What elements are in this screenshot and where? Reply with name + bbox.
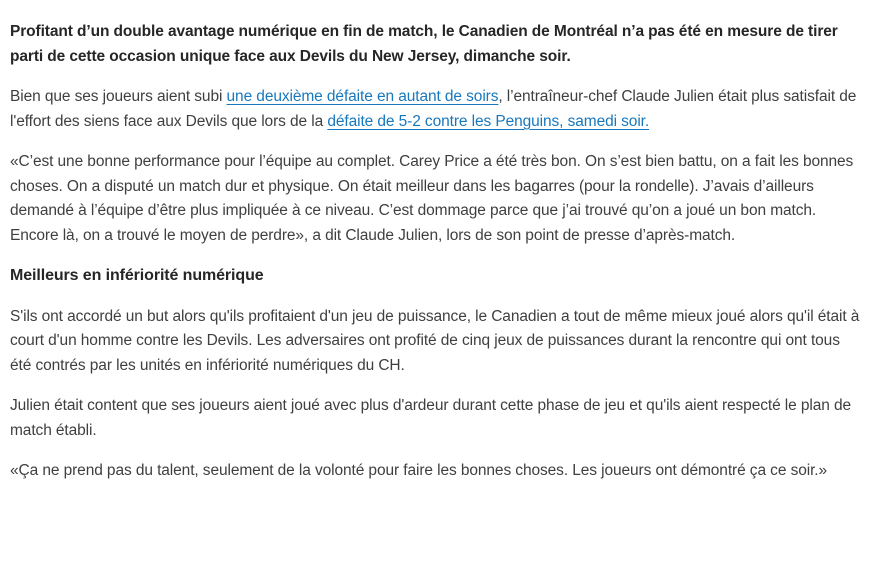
text-run: Bien que ses joueurs aient subi	[10, 88, 227, 105]
article-paragraph	[10, 394, 865, 443]
article-paragraph	[10, 85, 865, 134]
text-run: Profitant d’un double avantage numérique en fin de match, le Canadien de Montréal n’a pas été en mesure de tirer parti de cette occasion unique face aux Devils du New Jersey, dimanche soir.	[10, 23, 838, 65]
text-run: «C’est une bonne performance pour l’équipe au complet. Carey Price a été très bon. On s’est bien battu, on a fait les bonnes choses. On a disputé un match dur et physique. On était meilleur dans les bagarres (pour la rondelle). J’avais d’ailleurs demandé à l’équipe d’être plus impliquée à ce niveau. C’est dommage parce que j’ai trouvé qu’on a joué un bon match. Encore là, on a trouvé le moyen de perdre», a dit Claude Julien, lors de son point de presse d’après-match.	[10, 153, 854, 244]
text-run: S'ils ont accordé un but alors qu'ils profitaient d'un jeu de puissance, le Canadien a tout de même mieux joué alors qu'il était à court d'un homme contre les Devils. Les adversaires ont profité de cinq jeux de puissances durant la rencontre qui ont tous été contrés par les unités en infériorité numériques du CH.	[10, 307, 860, 374]
section-heading	[10, 264, 865, 289]
text-run: «Ça ne prend pas du talent, seulement de la volonté pour faire les bonnes choses. Les joueurs ont démontré ça ce soir.»	[10, 462, 828, 479]
text-run: Julien était content que ses joueurs aient joué avec plus d'ardeur durant cette phase de jeu et qu'ils aient respecté le plan de match établi.	[10, 397, 852, 439]
inline-link[interactable]: défaite de 5-2 contre les Penguins, samedi soir.	[327, 112, 650, 130]
article-paragraph	[10, 305, 865, 379]
text-run: , l’entraîneur-chef Claude Julien était plus satisfait de l'effort des siens face aux Devils que lors de la	[10, 88, 857, 130]
text-run: Meilleurs en infériorité numérique	[10, 267, 264, 284]
inline-link[interactable]: une deuxième défaite en autant de soirs	[226, 88, 499, 105]
article-intro	[10, 20, 865, 69]
article-paragraph	[10, 150, 865, 248]
article-paragraph	[10, 459, 865, 484]
